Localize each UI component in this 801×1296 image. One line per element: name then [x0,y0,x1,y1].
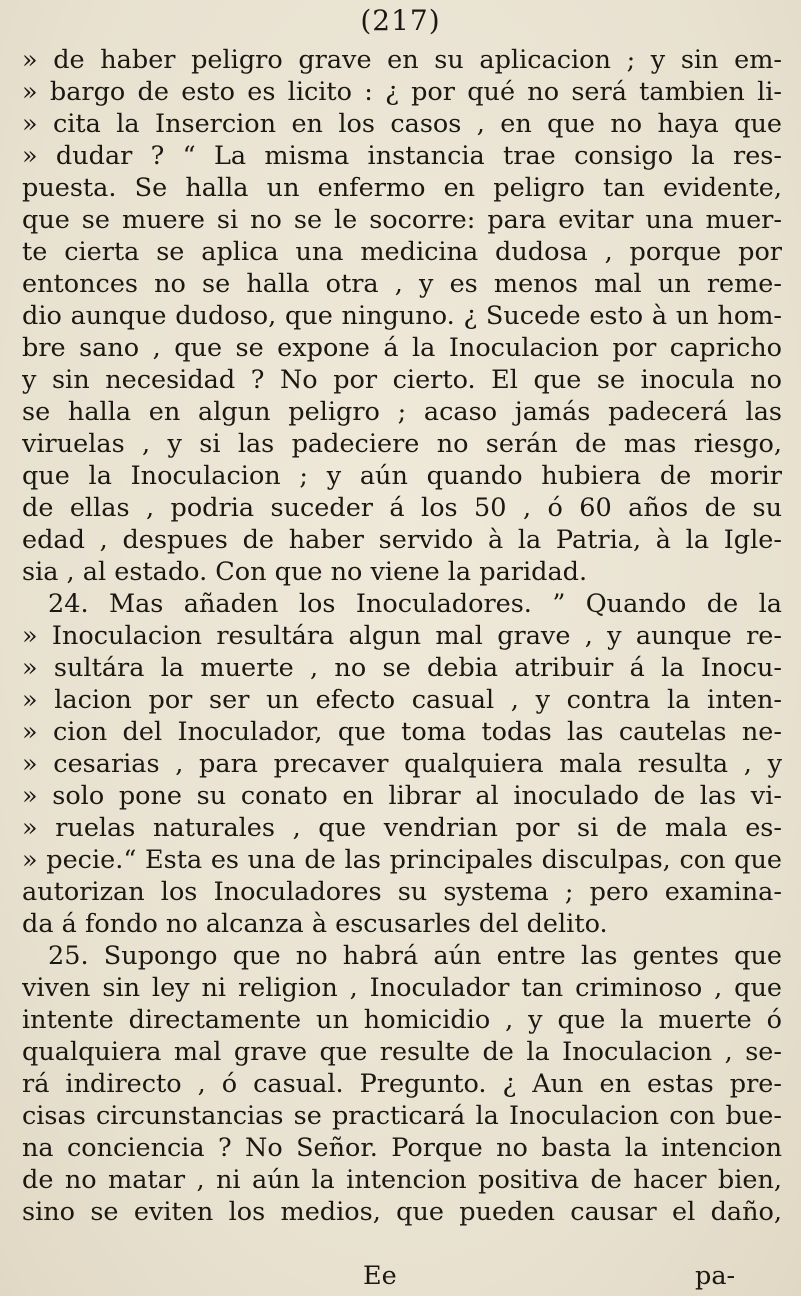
text-line: dio aunque dudoso, que ninguno. ¿ Sucede esto à un hom- [22,301,782,331]
text-line: » bargo de esto es licito : ¿ por qué no será tambien li- [22,77,782,107]
text-line: » dudar ? “ La misma instancia trae consigo la res- [22,141,782,171]
page-footer [0,1260,801,1292]
text-line: sia , al estado. Con que no viene la paridad. [22,557,588,587]
catchword: pa- [695,1261,736,1291]
text-line: » Inoculacion resultára algun mal grave , y aunque re- [22,621,782,651]
text-line: » sultára la muerte , no se debia atribuir á la Inocu- [22,653,782,683]
text-line: » cesarias , para precaver qualquiera mala resulta , y [22,749,782,779]
text-line: » lacion por ser un efecto casual , y contra la inten- [22,685,782,715]
page-number: (217) [360,4,441,37]
text-line: sino se eviten los medios, que pueden causar el daño, [22,1197,782,1227]
text-line: » solo pone su conato en librar al inoculado de las vi- [22,781,782,811]
text-line: y sin necesidad ? No por cierto. El que se inocula no [22,365,782,395]
text-line: de ellas , podria suceder á los 50 , ó 60 años de su [22,493,782,523]
text-line: puesta. Se halla un enfermo en peligro tan evidente, [22,173,782,203]
text-line: » pecie.“ Esta es una de las principales disculpas, con que [22,845,782,875]
text-line: cisas circunstancias se practicará la Inoculacion con bue- [22,1101,782,1131]
text-line: que la Inoculacion ; y aún quando hubiera de morir [22,461,782,491]
text-line: te cierta se aplica una medicina dudosa , porque por [22,237,782,267]
text-line: que se muere si no se le socorre: para evitar una muer- [22,205,782,235]
text-line: entonces no se halla otra , y es menos mal un reme- [22,269,782,299]
text-line: » ruelas naturales , que vendrian por si de mala es- [22,813,782,843]
text-line: » cion del Inoculador, que toma todas las cautelas ne- [22,717,782,747]
text-line: edad , despues de haber servido à la Patria, à la Igle- [22,525,782,555]
text-line: qualquiera mal grave que resulte de la Inoculacion , se- [22,1037,782,1067]
text-line: viruelas , y si las padeciere no serán de mas riesgo, [22,429,782,459]
text-line: rá indirecto , ó casual. Pregunto. ¿ Aun en estas pre- [22,1069,782,1099]
text-line: autorizan los Inoculadores su systema ; pero examina- [22,877,782,907]
paragraph-start-25: 25. Supongo que no habrá aún entre las gentes que [48,941,782,971]
text-line: viven sin ley ni religion , Inoculador tan criminoso , que [22,973,782,1003]
paragraph-start-24: 24. Mas añaden los Inoculadores. ” Quando de la [48,589,782,619]
text-line: da á fondo no alcanza à escusarles del delito. [22,909,608,939]
text-line: intente directamente un homicidio , y que la muerte ó [22,1005,782,1035]
text-line: » de haber peligro grave en su aplicacion ; y sin em- [22,45,782,75]
text-line: bre sano , que se expone á la Inoculacion por capricho [22,333,782,363]
text-line: de no matar , ni aún la intencion positiva de hacer bien, [22,1165,782,1195]
text-line: se halla en algun peligro ; acaso jamás padecerá las [22,397,782,427]
text-line: na conciencia ? No Señor. Porque no basta la intencion [22,1133,782,1163]
text-line: » cita la Insercion en los casos , en que no haya que [22,109,782,139]
signature-mark: Ee [363,1261,397,1291]
